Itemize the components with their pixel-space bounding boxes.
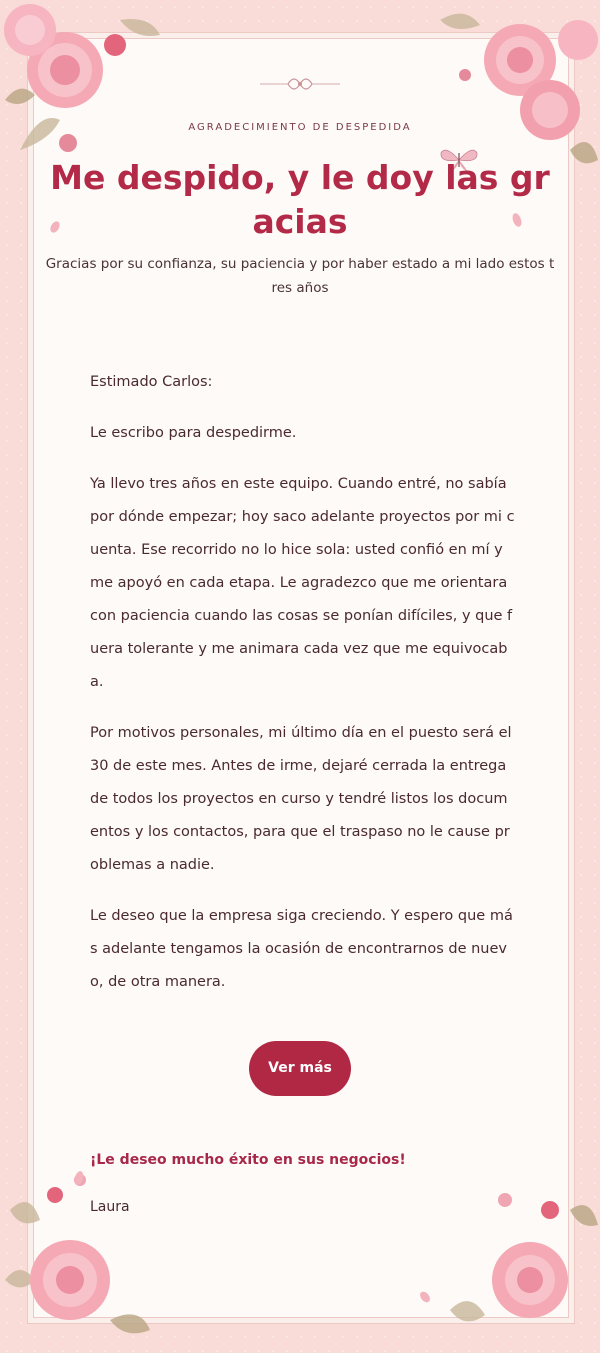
closing-wish: ¡Le deseo mucho éxito en sus negocios! [90, 1152, 406, 1168]
petal-icon [72, 1170, 86, 1186]
letter-greeting: Estimado Carlos: [90, 374, 213, 390]
letter-paragraph: Le escribo para despedirme. [90, 425, 297, 441]
ver-mas-button[interactable]: Ver más [249, 1041, 351, 1096]
letter-body [90, 366, 516, 1017]
page-title: Me despido, y le doy las gracias [50, 158, 550, 241]
letter-paragraph: Ya llevo tres años en este equipo. Cuando entré, no sabía por dónde empezar; hoy saco adelante proyectos por mi cuenta. Ese recorrido no lo hice sola: usted confió en mí y me apoyó en cada etapa. Le agradezco que me orientara con paciencia cuando las cosas se ponían difíciles, y que fuera tolerante y me animara cada vez que me equivocaba. [90, 476, 515, 690]
page-subtitle: Gracias por su confianza, su paciencia y por haber estado a mi lado estos tres años [45, 256, 555, 296]
letter-paragraph: Le deseo que la empresa siga creciendo. Y espero que más adelante tengamos la ocasión de encontrarnos de nuevo, de otra manera. [90, 908, 513, 990]
rose-bouquet-icon [0, 0, 170, 170]
petal-icon [418, 1290, 432, 1304]
eyebrow-label: AGRADECIMIENTO DE DESPEDIDA [188, 122, 412, 133]
signature: Laura [90, 1199, 130, 1215]
flourish-ornament-icon [258, 70, 342, 98]
letter-paragraph: Por motivos personales, mi último día en el puesto será el 30 de este mes. Antes de irme, dejaré cerrada la entrega de todos los proyectos en curso y tendré listos los documentos y los contactos, para que el traspaso no le cause problemas a nadie. [90, 725, 512, 873]
rose-bouquet-icon [430, 1170, 600, 1353]
